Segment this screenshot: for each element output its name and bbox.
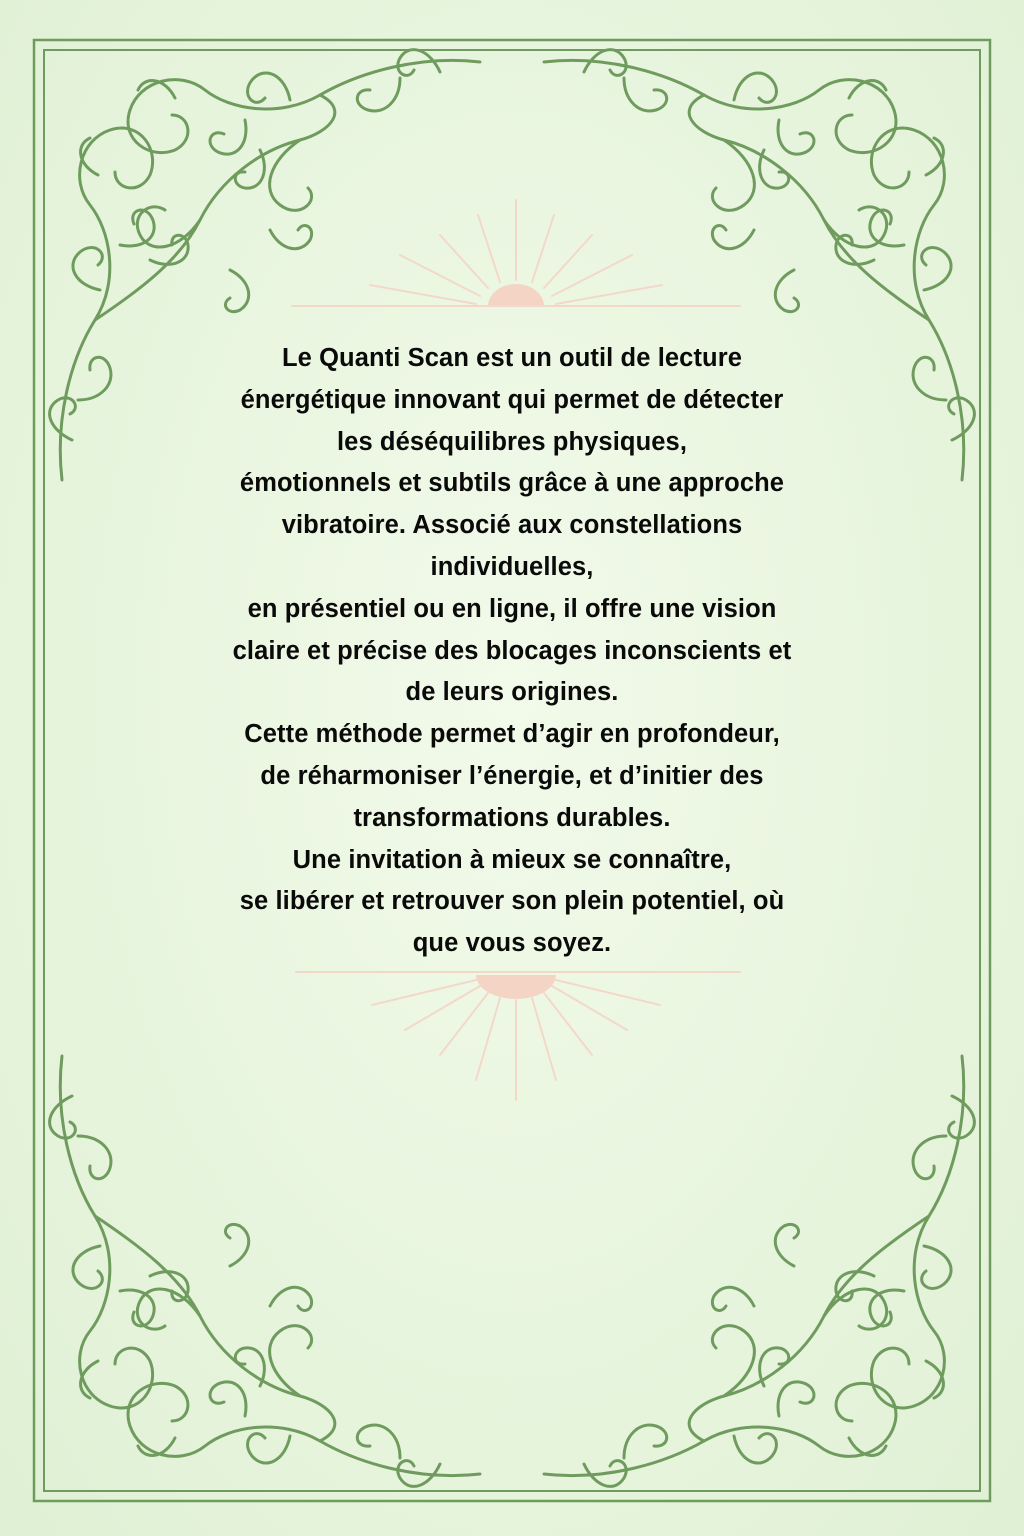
sun-watermark-bottom xyxy=(296,972,740,1100)
corner-ornament-bottom-right xyxy=(544,1056,974,1486)
body-text xyxy=(160,338,864,965)
body-line: claire et précise des blocages inconscients et xyxy=(232,636,792,665)
body-line: se libérer et retrouver son plein potentiel, où xyxy=(239,887,785,916)
sun-watermark-top xyxy=(292,200,740,306)
body-line: de leurs origines. xyxy=(405,678,619,707)
body-line: que vous soyez. xyxy=(412,929,612,958)
body-line: transformations durables. xyxy=(353,803,671,832)
body-line: les déséquilibres physiques, xyxy=(336,427,687,456)
body-line: en présentiel ou en ligne, il offre une vision xyxy=(247,594,777,623)
body-line: énergétique innovant qui permet de détecter xyxy=(240,385,784,414)
body-line: de réharmoniser l’énergie, et d’initier des xyxy=(260,761,764,790)
corner-ornament-bottom-left xyxy=(50,1056,480,1486)
body-line: émotionnels et subtils grâce à une approche xyxy=(239,469,785,498)
body-line: vibratoire. Associé aux constellations xyxy=(281,511,743,540)
body-line: individuelles, xyxy=(430,552,594,581)
body-line: Le Quanti Scan est un outil de lecture xyxy=(281,344,743,372)
body-line: Cette méthode permet d’agir en profondeur, xyxy=(244,720,780,749)
body-line: Une invitation à mieux se connaître, xyxy=(292,845,732,874)
